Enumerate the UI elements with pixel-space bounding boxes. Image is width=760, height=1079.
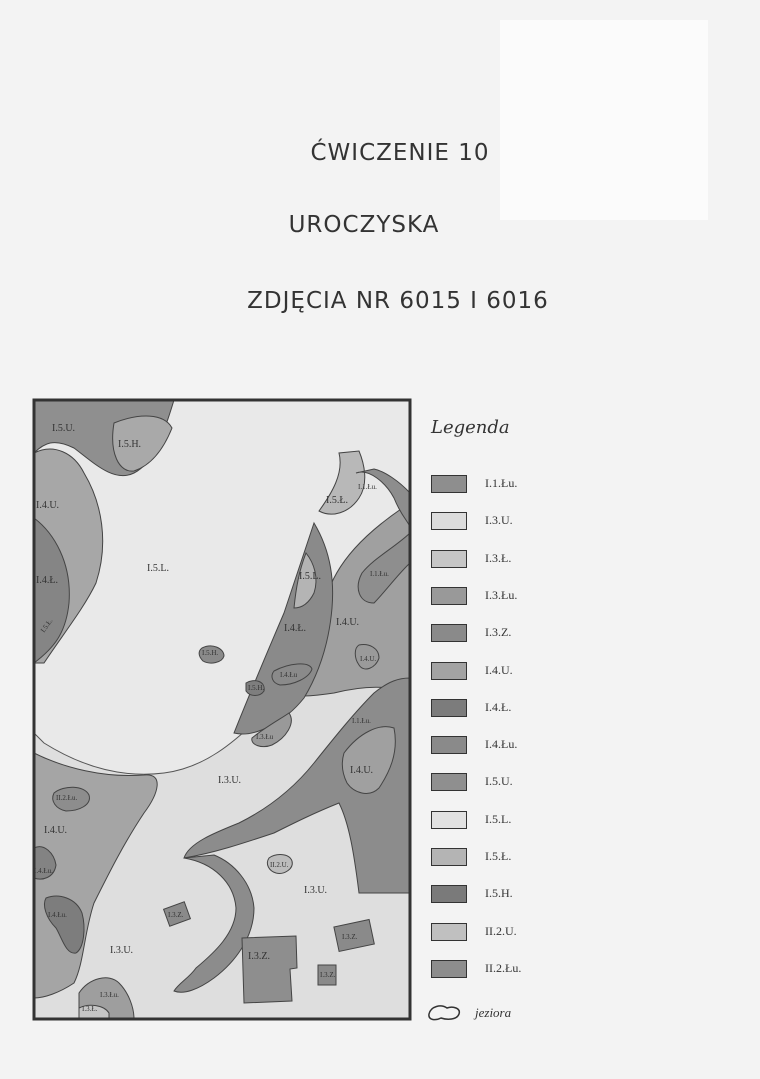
label-I1Lu-mid-right: I.1.Łu. <box>352 717 371 725</box>
label-I1Lu-top-right: I.1.Łu. <box>358 483 377 491</box>
label-I4U-right-upper: I.4.U. <box>336 617 360 628</box>
label-I5L-mid: I.5.L. <box>299 571 321 582</box>
label-I3Z-right: I.3.Z. <box>342 933 358 941</box>
legend-title: Legenda <box>431 417 510 438</box>
legend-item <box>431 736 731 756</box>
legend-item <box>431 512 731 532</box>
label-I1Lu-right: I.1.Łu. <box>370 570 389 578</box>
label-I3U-center: I.3.U. <box>218 775 242 786</box>
legend-label: II.2.Łu. <box>485 960 522 975</box>
legend-swatch <box>431 662 467 680</box>
map-legend <box>425 415 745 1035</box>
legend-label: II.2.U. <box>485 923 517 938</box>
legend-swatch <box>431 699 467 717</box>
label-I3Lu-center: I.3.Łu <box>256 733 274 741</box>
legend-label: I.1.Łu. <box>485 476 518 490</box>
legend-swatch <box>431 550 467 568</box>
label-I3Z-small: I.3.Z. <box>168 911 184 919</box>
legend-swatch <box>431 624 467 642</box>
subject-title: UROCZYSKA <box>288 212 440 238</box>
legend-item <box>431 550 731 570</box>
region-I3Z-big <box>242 936 297 1003</box>
label-I3U-lower-right: I.3.U. <box>304 885 328 896</box>
legend-item <box>431 475 731 495</box>
label-I5H-top: I.5.H. <box>118 439 142 450</box>
exercise-title: ĆWICZENIE 10 <box>310 140 490 166</box>
label-I3Lu-bottom: I.3.Łu. <box>100 991 119 999</box>
label-I5H-small: I.5.H. <box>202 649 219 657</box>
legend-label: I.3.Ł. <box>485 550 512 565</box>
label-II2Lu-left: II.2.Łu. <box>56 794 78 802</box>
legend-label-lakes: jeziora <box>475 1005 512 1020</box>
label-I3U-bottom: I.3.U. <box>110 945 134 956</box>
legend-swatch <box>431 811 467 829</box>
lake-outline-icon <box>425 1000 465 1024</box>
legend-swatch <box>431 960 467 978</box>
photos-title: ZDJĘCIA NR 6015 I 6016 <box>247 288 549 314</box>
label-I4U-left: I.4.U. <box>36 500 60 511</box>
legend-label: I.4.Łu. <box>485 737 518 752</box>
label-I3L-bottom: I.3.Ł. <box>82 1005 98 1013</box>
label-I4U-right-small: I.4.U. <box>360 655 377 663</box>
legend-item <box>431 848 731 868</box>
label-I4Lu-center: I.4.Łu <box>280 671 298 679</box>
label-II2U-small: II.2.U. <box>270 861 289 869</box>
legend-label: I.5.L. <box>485 811 512 826</box>
legend-item <box>431 587 731 607</box>
legend-label: I.4.U. <box>485 662 513 677</box>
legend-item <box>431 624 731 644</box>
legend-item <box>431 811 731 831</box>
label-I4U-lower-left: I.4.U. <box>44 825 68 836</box>
label-I5L-main: I.5.L. <box>147 563 169 574</box>
label-I4L-left: I.4.Ł. <box>36 575 58 586</box>
label-I3Z-big: I.3.Z. <box>248 951 270 962</box>
legend-label: I.3.Z. <box>485 625 512 640</box>
legend-swatch <box>431 773 467 791</box>
tract-map <box>14 393 416 1027</box>
legend-swatch <box>431 512 467 530</box>
legend-label: I.3.Łu. <box>485 587 518 602</box>
legend-item-lakes <box>425 1000 725 1030</box>
legend-label: I.5.H. <box>485 886 513 901</box>
label-I4U-right-mid: I.4.U. <box>350 765 374 776</box>
paper-patch <box>500 20 708 220</box>
label-I3Z-tiny: I.3.Z. <box>320 971 336 979</box>
legend-label: I.3.U. <box>485 513 513 528</box>
label-I4Lu-left-edge: I.4.Łu. <box>34 867 53 875</box>
legend-label: I.4.Ł. <box>485 699 512 714</box>
legend-swatch <box>431 923 467 941</box>
legend-swatch <box>431 587 467 605</box>
legend-label: I.5.U. <box>485 774 513 789</box>
legend-item <box>431 699 731 719</box>
legend-item <box>431 662 731 682</box>
legend-label: I.5.Ł. <box>485 849 512 863</box>
label-I4Lu-lower: I.4.Łu. <box>48 911 67 919</box>
label-I5U: I.5.U. <box>52 423 76 434</box>
legend-swatch <box>431 475 467 493</box>
label-I5L-top-right: I.5.Ł. <box>326 495 348 506</box>
legend-item <box>431 885 731 905</box>
legend-swatch <box>431 848 467 866</box>
label-I5H-center: I.5.H. <box>248 684 265 692</box>
legend-swatch <box>431 885 467 903</box>
label-I5L-left: I.5.Ł. <box>39 616 55 635</box>
legend-item <box>431 923 731 943</box>
label-I4L-center: I.4.Ł. <box>284 623 306 634</box>
legend-item <box>431 773 731 793</box>
legend-swatch <box>431 736 467 754</box>
legend-item <box>431 960 731 980</box>
